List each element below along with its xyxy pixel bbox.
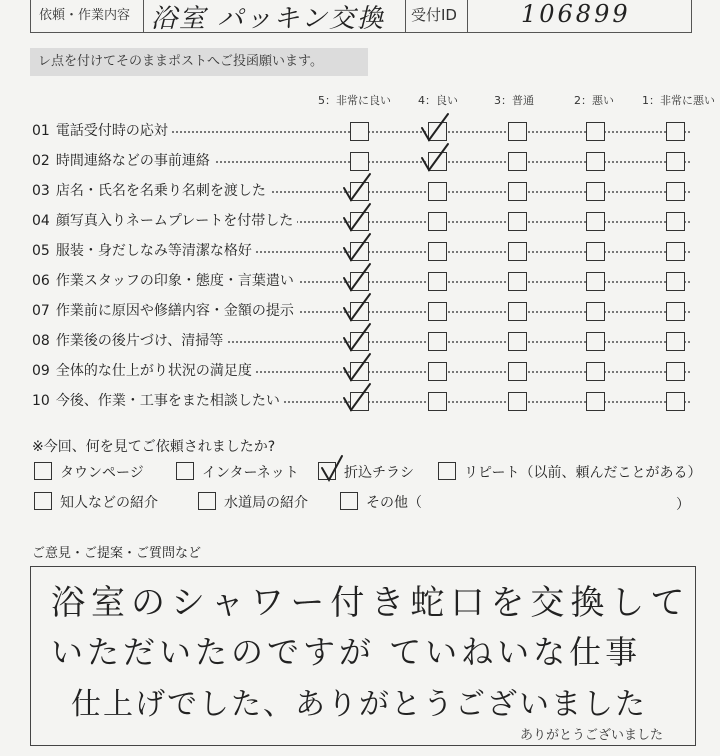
rating-checkbox[interactable] [428,122,447,141]
rating-checkbox[interactable] [586,362,605,381]
question-number: 09 [32,363,50,379]
question-text: 時間連絡などの事前連絡 [55,153,210,169]
source-option-other[interactable] [340,492,422,512]
rating-checkbox[interactable] [666,242,685,261]
question-number: 08 [32,333,50,349]
rating-checkbox[interactable] [508,152,527,171]
rating-checkbox[interactable] [428,182,447,201]
question-row [32,360,696,384]
source-option-label: 折込チラシ [344,465,414,481]
rating-checkbox[interactable] [586,122,605,141]
checkbox[interactable] [34,492,52,510]
question-number: 01 [32,123,50,139]
question-text: 全体的な仕上がり状況の満足度 [55,363,252,379]
question-text: 服装・身だしなみ等清潔な格好 [55,243,252,259]
rating-checkbox[interactable] [666,392,685,411]
col-head-5: 5：非常に良い [318,94,391,107]
header-divider [143,0,144,32]
rating-checkbox[interactable] [666,332,685,351]
header-divider-3 [467,0,468,32]
rating-checkbox[interactable] [428,332,447,351]
rating-checkbox[interactable] [508,182,527,201]
checkbox[interactable] [34,462,52,480]
rating-checkbox[interactable] [666,272,685,291]
comments-title: ご意見・ご提案・ご質問など [32,546,202,561]
rating-checkbox[interactable] [508,332,527,351]
question-number: 02 [32,153,50,169]
rating-checkbox[interactable] [428,362,447,381]
source-option-label: 知人などの紹介 [60,495,158,511]
rating-checkbox[interactable] [350,122,369,141]
rating-checkbox[interactable] [586,392,605,411]
checkbox[interactable] [438,462,456,480]
rating-checkbox[interactable] [508,392,527,411]
col-head-3: 3：普通 [494,94,534,107]
question-text: 作業前に原因や修繕内容・金額の提示 [55,303,294,319]
rating-checkbox[interactable] [350,242,369,261]
header-box [30,0,692,33]
question-text: 電話受付時の応対 [55,123,168,139]
checkbox[interactable] [198,492,216,510]
rating-checkbox[interactable] [350,392,369,411]
rating-checkbox[interactable] [428,392,447,411]
source-option-townpage[interactable] [34,462,144,482]
header-divider-2 [405,0,406,32]
comment-line-1: 浴室のシャワー付き蛇口を交換して [51,583,691,623]
question-text: 顔写真入りネームプレートを付帯した [55,213,294,229]
rating-checkbox[interactable] [350,212,369,231]
comments-box[interactable] [30,566,696,746]
rating-checkbox[interactable] [586,242,605,261]
rating-checkbox[interactable] [586,182,605,201]
question-row [32,180,696,204]
question-number: 03 [32,183,50,199]
rating-checkbox[interactable] [350,272,369,291]
question-row [32,240,696,264]
question-number: 07 [32,303,50,319]
checkbox[interactable] [340,492,358,510]
rating-checkbox[interactable] [428,212,447,231]
source-option-label: リピート（以前、頼んだことがある） [464,465,702,481]
question-text: 作業後の後片づけ、清掃等 [55,333,224,349]
question-number: 10 [32,393,50,409]
rating-checkbox[interactable] [586,272,605,291]
id-label: 受付ID [411,6,457,24]
question-row [32,150,696,174]
source-option-label: インターネット [202,465,299,481]
request-handwritten: 浴室 パッキン交換 [151,4,386,34]
col-head-2: 2：悪い [574,94,614,107]
rating-checkbox[interactable] [666,302,685,321]
comment-line-3: 仕上げでした、ありがとうございました [71,687,647,722]
question-number: 05 [32,243,50,259]
comment-line-2: いただいたのですが ていねいな仕事 [51,633,642,671]
rating-checkbox[interactable] [428,152,447,171]
rating-checkbox[interactable] [586,302,605,321]
checkbox[interactable] [176,462,194,480]
question-row [32,390,696,414]
source-option-repeat[interactable] [438,462,701,482]
source-option-label: 水道局の紹介 [224,495,308,511]
question-text: 店名・氏名を名乗り名刺を渡した [55,183,266,199]
rating-checkbox[interactable] [428,272,447,291]
rating-checkbox[interactable] [428,302,447,321]
thanks-text: ありがとうございました [520,728,664,743]
col-head-4: 4：良い [418,94,458,107]
source-title: ※今回、何を見てご依頼されましたか? [32,439,276,455]
rating-checkbox[interactable] [666,362,685,381]
question-number: 06 [32,273,50,289]
col-head-1: 1：非常に悪い [642,94,715,107]
question-row [32,120,696,144]
source-option-acquaintance[interactable] [34,492,158,512]
rating-checkbox[interactable] [508,362,527,381]
rating-checkbox[interactable] [350,332,369,351]
rating-checkbox[interactable] [508,122,527,141]
rating-checkbox[interactable] [586,152,605,171]
rating-checkbox[interactable] [666,152,685,171]
rating-checkbox[interactable] [508,212,527,231]
question-row [32,300,696,324]
question-row [32,210,696,234]
source-option-label: その他（ [366,495,422,511]
question-text: 今後、作業・工事をまた相談したい [55,393,280,409]
request-label: 依頼・作業内容 [39,8,131,23]
rating-checkbox[interactable] [666,212,685,231]
rating-checkbox[interactable] [350,152,369,171]
rating-checkbox[interactable] [586,212,605,231]
question-row [32,330,696,354]
question-text: 作業スタッフの印象・態度・言葉遣い [55,273,294,289]
source-option-waterbureau[interactable] [198,492,308,512]
source-option-label: タウンページ [60,465,144,481]
checkbox-checked[interactable] [318,462,336,480]
source-option-internet[interactable] [176,462,299,482]
instruction-banner: レ点を付けてそのままポストへご投函願います。 [30,48,368,76]
rating-checkbox[interactable] [666,182,685,201]
source-option-flyer[interactable] [318,462,414,482]
source-other-close: ） [676,497,690,513]
rating-checkbox[interactable] [428,242,447,261]
rating-checkbox[interactable] [508,242,527,261]
rating-checkbox[interactable] [586,332,605,351]
question-number: 04 [32,213,50,229]
rating-checkbox[interactable] [350,182,369,201]
rating-checkbox[interactable] [666,122,685,141]
id-handwritten: 106899 [521,0,631,28]
rating-checkbox[interactable] [508,302,527,321]
rating-checkbox[interactable] [508,272,527,291]
rating-checkbox[interactable] [350,302,369,321]
question-row [32,270,696,294]
rating-checkbox[interactable] [350,362,369,381]
